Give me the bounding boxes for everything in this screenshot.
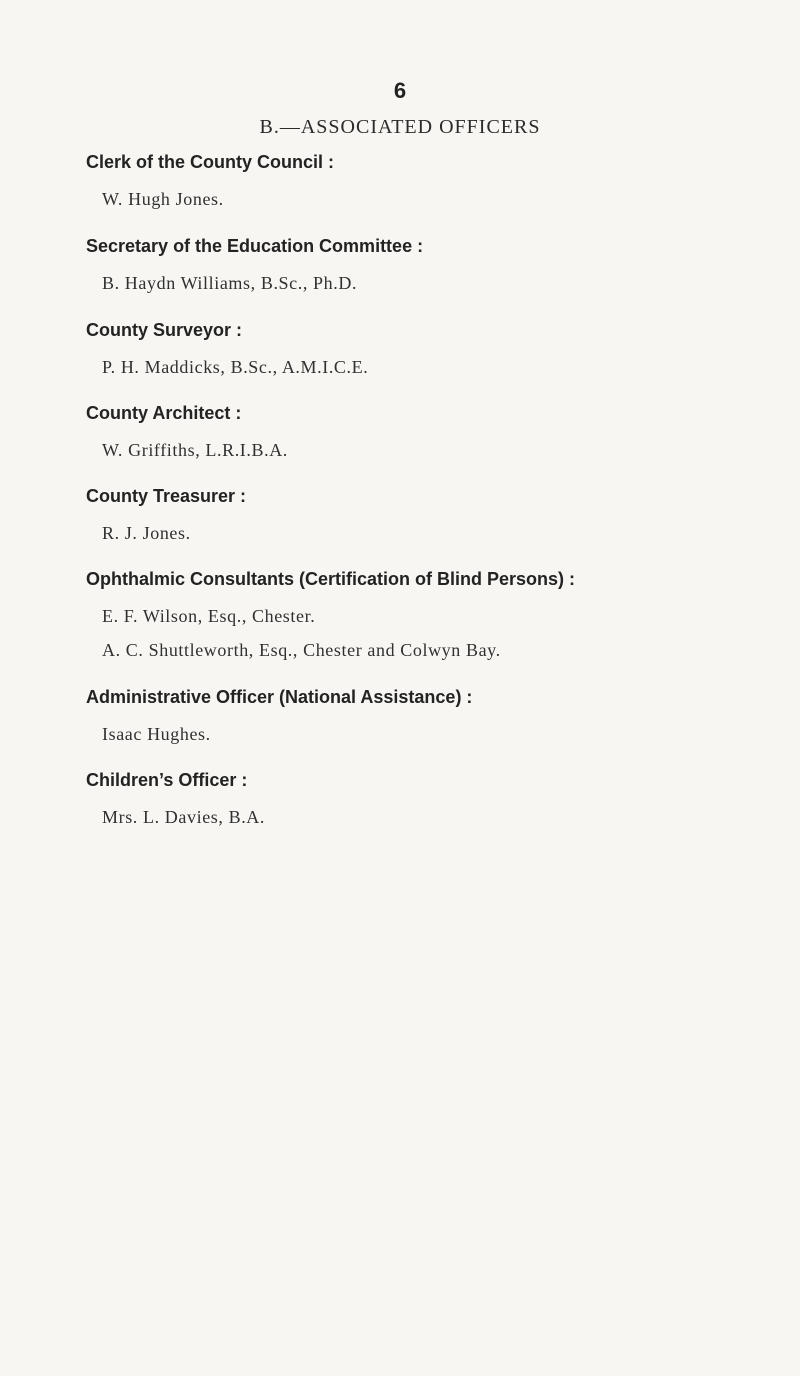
section-title: Secretary of the Education Committee : <box>86 236 424 256</box>
officer-section-childrens-officer <box>86 768 786 829</box>
officer-section-clerk <box>86 150 786 211</box>
officer-name: W. Griffiths, L.R.I.B.A. <box>102 440 288 460</box>
officer-section-surveyor <box>86 318 786 379</box>
officer-name: Mrs. L. Davies, B.A. <box>102 807 265 827</box>
section-title: Ophthalmic Consultants (Certification of Blind Persons) : <box>86 569 576 589</box>
officer-name: A. C. Shuttleworth, Esq., Chester and Colwyn Bay. <box>102 640 501 660</box>
section-title: Children’s Officer : <box>86 770 248 790</box>
section-title: Clerk of the County Council : <box>86 152 335 172</box>
section-title: County Architect : <box>86 403 242 423</box>
section-title: County Treasurer : <box>86 486 247 506</box>
officer-section-treasurer <box>86 484 786 545</box>
officer-name: B. Haydn Williams, B.Sc., Ph.D. <box>102 273 358 293</box>
page-number: 6 <box>393 78 407 103</box>
officer-section-ophthalmic-consultants <box>86 567 786 662</box>
officer-name: E. F. Wilson, Esq., Chester. <box>102 606 316 626</box>
officer-section-education-secretary <box>86 234 786 295</box>
officer-name: Isaac Hughes. <box>102 724 211 744</box>
section-title: Administrative Officer (National Assistance) : <box>86 687 473 707</box>
officer-name: W. Hugh Jones. <box>102 189 224 209</box>
officer-section-architect <box>86 401 786 462</box>
officer-section-administrative-officer <box>86 685 786 746</box>
section-heading: B.—ASSOCIATED OFFICERS <box>259 116 541 138</box>
officer-name: P. H. Maddicks, B.Sc., A.M.I.C.E. <box>102 357 369 377</box>
officer-name: R. J. Jones. <box>102 523 191 543</box>
section-title: County Surveyor : <box>86 320 243 340</box>
